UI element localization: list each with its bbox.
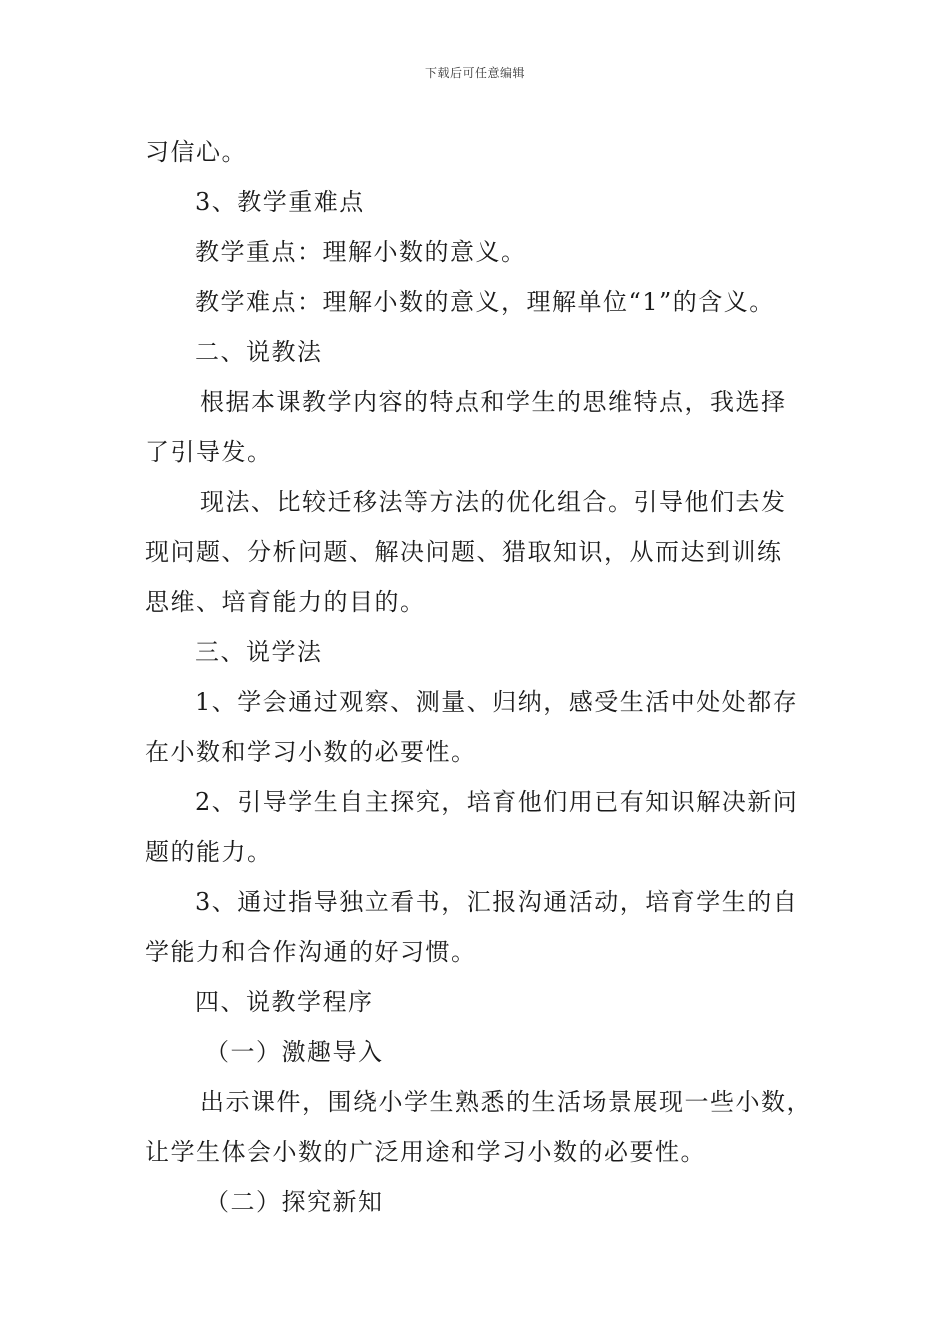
paragraph-line: 题的能力。: [145, 838, 273, 866]
section-heading: 3、教学重难点: [195, 188, 365, 216]
section-heading: 四、说教学程序: [195, 988, 374, 1016]
subsection-heading: （二）探究新知: [205, 1188, 384, 1216]
paragraph-line: 出示课件，围绕小学生熟悉的生活场景展现一些小数，: [200, 1088, 812, 1116]
paragraph-line: 了引导发。: [145, 438, 273, 466]
paragraph-line: 现问题、分析问题、解决问题、猎取知识，从而达到训练: [145, 538, 783, 566]
paragraph-line: 习信心。: [145, 138, 247, 166]
paragraph-line: 在小数和学习小数的必要性。: [145, 738, 477, 766]
page-header-note: 下载后可任意编辑: [424, 66, 525, 80]
paragraph-line: 现法、比较迁移法等方法的优化组合。引导他们去发: [200, 488, 787, 516]
paragraph-line: 1、学会通过观察、测量、归纳，感受生活中处处都存: [195, 688, 799, 716]
paragraph-line: 教学重点：理解小数的意义。: [195, 238, 527, 266]
paragraph-line: 教学难点：理解小数的意义，理解单位“1”的含义。: [195, 288, 775, 316]
paragraph-line: 让学生体会小数的广泛用途和学习小数的必要性。: [145, 1138, 706, 1166]
section-heading: 三、说学法: [195, 638, 323, 666]
subsection-heading: （一）激趣导入: [205, 1038, 384, 1066]
paragraph-line: 思维、培育能力的目的。: [145, 588, 426, 616]
document-body: [145, 127, 810, 1227]
paragraph-line: 根据本课教学内容的特点和学生的思维特点，我选择: [200, 388, 787, 416]
paragraph-line: 学能力和合作沟通的好习惯。: [145, 938, 477, 966]
section-heading: 二、说教法: [195, 338, 323, 366]
paragraph-line: 2、引导学生自主探究，培育他们用已有知识解决新问: [195, 788, 799, 816]
paragraph-line: 3、通过指导独立看书，汇报沟通活动，培育学生的自: [195, 888, 799, 916]
